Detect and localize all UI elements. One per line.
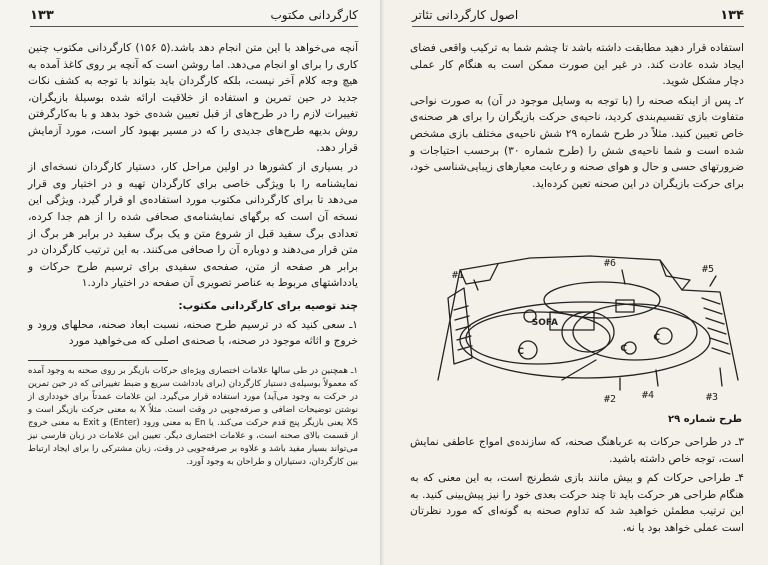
leader-3 (720, 368, 722, 386)
right-paragraph: ۳ـ در طراحی حرکات به عرباهنگ صحنه، که سازنده‌ی امواج عاطفی نمایش است، توجه خاص داشته باشید. (410, 436, 744, 465)
tip-paragraph: ۱ـ سعی کنید که در ترسیم طرح صحنه، نسبت ابعاد صحنه، محلهای ورود و خروج و اثاثه موجود در صحنه، با صحنه‌ی اصلی که می‌خواهید مورد (28, 318, 358, 348)
left-page-number: ۱۳۳ (30, 8, 54, 23)
footnote-rule (28, 360, 168, 361)
chair-label-3: C (620, 344, 627, 354)
zone-label-1: #1 (451, 270, 464, 281)
right-page-body-lower (410, 434, 744, 540)
stage-diagram-svg (420, 240, 750, 412)
right-running-title: اصول کارگردانی تئاتر (412, 8, 519, 22)
stairs-left (454, 306, 472, 350)
right-page-body (410, 40, 744, 195)
right-paragraph: ۴ـ طراحی حرکات کم و بیش مانند بازی شطرنج است، به این معنی که به هنگام طراحی هر حرکت باید تا چند حرکت بعدی خود را نیز پیش‌بینی کنید. به این ترتیب مطمئن خواهید شد که تداوم صحنه به گونه‌ای که مورد نظرتان است عملی خواهد بود یا نه. (410, 472, 744, 534)
zone-label-4: #4 (641, 390, 654, 401)
right-page (384, 0, 768, 565)
side-table (616, 300, 634, 312)
right-paragraph: استفاده قرار دهید مطابقت داشته باشد تا چشم شما به ترکیب واقعی فضای ایجاد شده عادت کند. در غیر این صورت ممکن است به هنگام کار عملی دچار مشکل شوید. (410, 42, 744, 88)
left-page-header (30, 8, 358, 27)
leader-5 (710, 276, 716, 286)
zone-label-5: #5 (701, 264, 714, 275)
chair-label-2: C (653, 333, 660, 343)
left-page-body (28, 40, 358, 472)
stage-blocking-diagram (420, 240, 750, 412)
sofa-label: SOFA (531, 318, 558, 328)
right-page-number: ۱۳۴ (720, 8, 744, 23)
zone-label-6: #6 (603, 258, 616, 269)
leader-4 (656, 370, 658, 386)
left-paragraph: در بسیاری از کشورها در اولین مراحل کار، دستیار کارگردان نسخه‌ای از نمایشنامه را با ویژگی خاصی برای کارگردان تهیه و در اختیار وی قرار می‌دهد تا برای کارگردانی مکتوب مورد استفاده‌ی او قرار گیرد. ویژگی این نسخه آن است که برگهای نمایشنامه‌ی صحافی شده را از هم جدا کرده، تعدادی برگ سفید قبل از شروع متن و یک برگ سفید در برابر هر برگ از متن قرار می‌دهند و دوباره آن را صحافی می‌کنند. به این ترتیب کارگردان در برابر هر صفحه از متن، صفحه‌ی سفیدی برای ترسیم طرح حرکات و یادداشتهای مربوط به عناصر تصویری آن صفحه در اختیار دارد.۱ (28, 161, 358, 290)
chair-label-1: C (517, 347, 524, 357)
zone-label-2: #2 (603, 394, 616, 405)
left-paragraph: آنچه می‌خواهد با این متن انجام دهد باشد.(۵ ۱۵۶) کارگردانی مکتوب چنین کاری را برای او انجام می‌دهد. اما روشن است که آنچه بر روی کاغذ آمده به هیچ وجه کلام آخر نیست، بلکه کارگردان باید بتواند با توجه به کشف نکات جدید در حین تمرین و استفاده از خلاقیت ارائه شده بوسیلهٔ بازیگران، تغییرات لازم را در طرح‌های از قبل تعیین شده‌ی خود بدهد و با به‌کارگرفتن روش بدیهه طرح‌های جدیدی را که در مسیر بهبود کار است، مورد آزمایش قرار دهد. (27, 42, 359, 154)
section-subheading: چند توصیه برای کارگردانی مکتوب: (178, 299, 358, 312)
center-cross (562, 360, 596, 380)
set-wall-right (660, 260, 690, 290)
stairs-right (702, 298, 730, 354)
figure-caption: طرح شماره ۲۹ (668, 414, 742, 425)
right-page-header (412, 8, 744, 27)
footnote: ۱ـ همچنین در طی سالها علامات اختصاری ویژه‌ای حرکات بازیگر بر روی صحنه به وجود آمده که معمولاً بوسیله‌ی دستیار کارگردان (برای یادداشت سریع و ضبط تغییراتی که در حین تمرین در حرکت به وجود می‌آید) مورد استفاده قرار می‌گیرد. این علامات عمدتاً برای خودداری از نوشتن توضیحات اضافی و صرفه‌جویی در وقت است. مثلاً X به معنی حرکت بازیگر است و XS یعنی بازیگر پنج قدم حرکت می‌کند. یا En به معنی ورود (Enter) و Exit به معنی خروج از قسمت بالای صحنه است، و علامات اختصاری دیگر. تعیین این علامات در زبان فارسی نیز می‌تواند بسیار مفید باشد و علاوه بر صرفه‌جویی در وقت، زبان مشترکی را برای ایجاد ارتباط بین کارگردان، دستیاران و طراحان به وجود آورد. (28, 365, 359, 467)
right-paragraph: ۲ـ پس از اینکه صحنه را (با توجه به وسایل موجود در آن) به صورت نواحی متفاوت بازی تقسیم‌بندی کردید، ناحیه‌ی حرکت بازیگران را برای هر صحنه‌ی خاص تعیین کنید. مثلاً در طرح شماره ۲۹ شش ناحیه‌ی مختلف بازی مشخص شده است و شما ناحیه‌ی شش را (طرح شماره ۳۰) برحسب احتیاجات و ضرورتهای حسی و حال و هوای صحنه و رعایت معیارهای زیبایی‌شناسی خود، برای حرکت بازیگران در این صحنه تعین کرده‌اید. (410, 94, 744, 190)
zone-label-3: #3 (705, 392, 718, 403)
leader-6 (622, 270, 625, 284)
left-running-title: کارگردانی مکتوب (270, 8, 358, 22)
